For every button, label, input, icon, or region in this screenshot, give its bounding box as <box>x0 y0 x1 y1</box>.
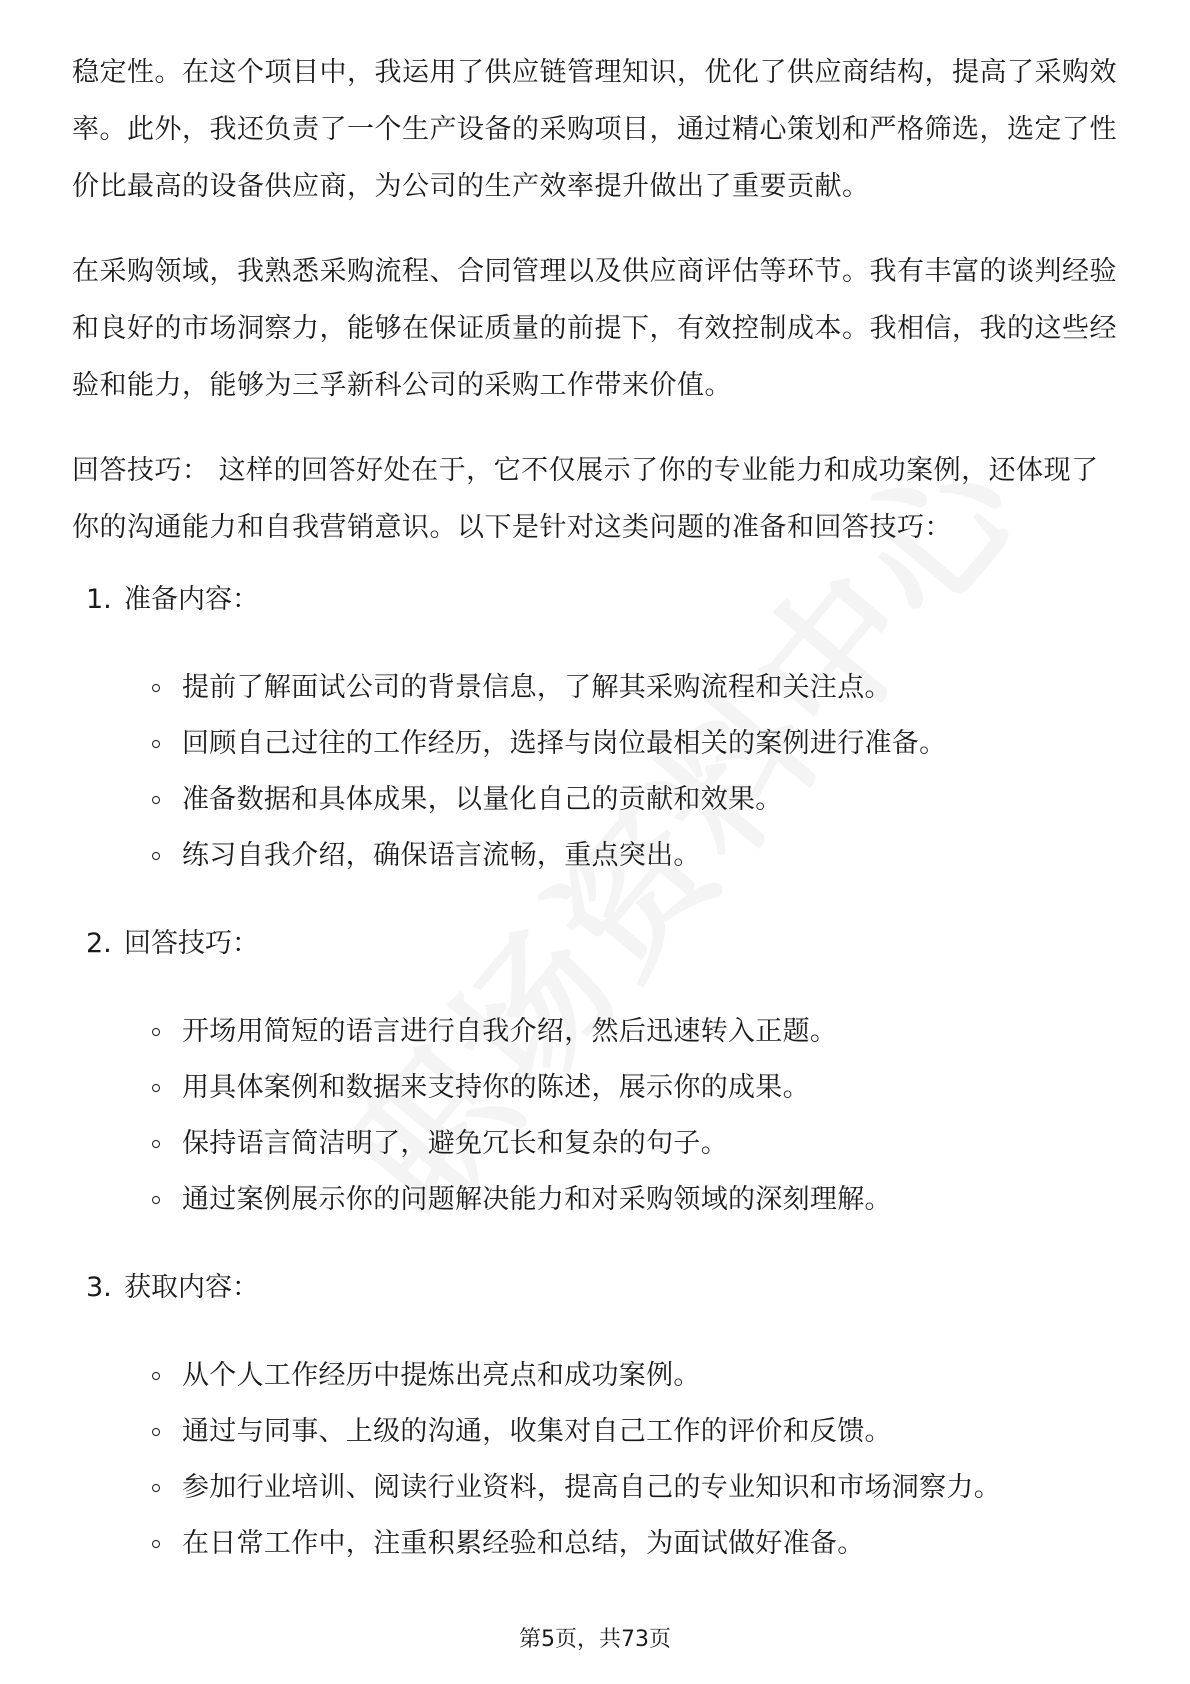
page-content <box>72 44 1122 1612</box>
hollow-circle-bullet-icon <box>152 1540 160 1548</box>
section-number: 1. <box>86 584 112 615</box>
hollow-circle-bullet-icon <box>152 1428 160 1436</box>
section-obtain-content <box>72 1268 1122 1572</box>
section-title: 准备内容： <box>124 584 259 615</box>
list-item: 用具体案例和数据来支持你的陈述，展示你的成果。 <box>72 1060 1122 1116</box>
hollow-circle-bullet-icon <box>152 684 160 692</box>
list-item: 通过案例展示你的问题解决能力和对采购领域的深刻理解。 <box>72 1172 1122 1228</box>
list-item: 从个人工作经历中提炼出亮点和成功案例。 <box>72 1348 1122 1404</box>
hollow-circle-bullet-icon <box>152 1196 160 1204</box>
list-item: 回顾自己过往的工作经历，选择与岗位最相关的案例进行准备。 <box>72 716 1122 772</box>
list-item: 练习自我介绍，确保语言流畅，重点突出。 <box>72 828 1122 884</box>
hollow-circle-bullet-icon <box>152 1084 160 1092</box>
section-prepare-content <box>72 580 1122 884</box>
section-heading <box>72 580 1122 620</box>
section-heading <box>72 1268 1122 1308</box>
section-number: 3. <box>86 1272 112 1303</box>
paragraph-intro: 稳定性。在这个项目中，我运用了供应链管理知识，优化了供应商结构，提高了采购效率。此外，我还负责了一个生产设备的采购项目，通过精心策划和严格筛选，选定了性价比最高的设备供应商，为公司的生产效率提升做出了重要贡献。 <box>72 57 1117 202</box>
bullet-list <box>72 660 1122 884</box>
list-item: 通过与同事、上级的沟通，收集对自己工作的评价和反馈。 <box>72 1404 1122 1460</box>
page-number-footer: 第5页，共73页 <box>519 1627 671 1652</box>
list-item: 参加行业培训、阅读行业资料，提高自己的专业知识和市场洞察力。 <box>72 1460 1122 1516</box>
list-item: 在日常工作中，注重积累经验和总结，为面试做好准备。 <box>72 1516 1122 1572</box>
section-title: 获取内容： <box>124 1272 259 1303</box>
hollow-circle-bullet-icon <box>152 1372 160 1380</box>
section-number: 2. <box>86 928 112 959</box>
hollow-circle-bullet-icon <box>152 1484 160 1492</box>
list-item: 准备数据和具体成果，以量化自己的贡献和效果。 <box>72 772 1122 828</box>
hollow-circle-bullet-icon <box>152 852 160 860</box>
hollow-circle-bullet-icon <box>152 1028 160 1036</box>
list-item: 开场用简短的语言进行自我介绍，然后迅速转入正题。 <box>72 1004 1122 1060</box>
list-item: 提前了解面试公司的背景信息，了解其采购流程和关注点。 <box>72 660 1122 716</box>
paragraph-answer-tips: 回答技巧： 这样的回答好处在于，它不仅展示了你的专业能力和成功案例，还体现了你的沟通能力和自我营销意识。以下是针对这类问题的准备和回答技巧： <box>72 455 1099 543</box>
paragraph-procurement: 在采购领域，我熟悉采购流程、合同管理以及供应商评估等环节。我有丰富的谈判经验和良好的市场洞察力，能够在保证质量的前提下，有效控制成本。我相信，我的这些经验和能力，能够为三孚新科公司的采购工作带来价值。 <box>72 256 1117 401</box>
hollow-circle-bullet-icon <box>152 1140 160 1148</box>
bullet-list <box>72 1348 1122 1572</box>
hollow-circle-bullet-icon <box>152 740 160 748</box>
section-heading <box>72 924 1122 964</box>
list-item: 保持语言简洁明了，避免冗长和复杂的句子。 <box>72 1116 1122 1172</box>
hollow-circle-bullet-icon <box>152 796 160 804</box>
section-answer-skills <box>72 924 1122 1228</box>
bullet-list <box>72 1004 1122 1228</box>
section-title: 回答技巧： <box>124 928 259 959</box>
